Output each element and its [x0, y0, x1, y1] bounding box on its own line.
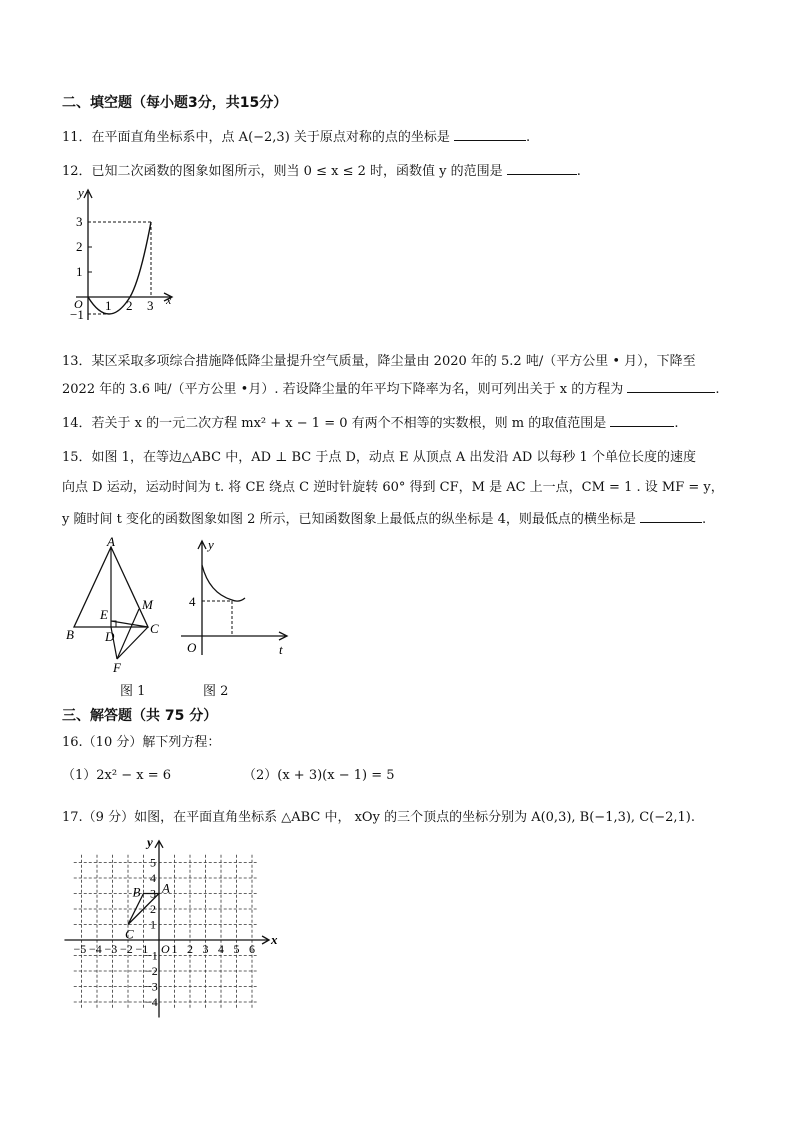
- fig2-origin: O: [187, 640, 197, 655]
- x-tick-label: 3: [202, 942, 209, 956]
- tick-label-x2: 2: [126, 298, 133, 313]
- quadratic-graph: [60, 180, 190, 330]
- segment-ce: [111, 621, 148, 627]
- tick-label-y2: 2: [76, 239, 83, 254]
- fig2-x-label: t: [279, 642, 283, 657]
- parabola-curve: [88, 222, 151, 314]
- answer-blank-14[interactable]: [610, 414, 674, 427]
- question-11: 11．在平面直角坐标系中，点 A(−2,3) 关于原点对称的点的坐标是 .: [62, 130, 531, 145]
- label-a: A: [107, 534, 115, 549]
- label-d: D: [105, 629, 115, 644]
- label-b: B: [66, 627, 74, 642]
- tick-label-ym1: −1: [70, 307, 84, 322]
- origin-label: O: [74, 297, 83, 311]
- figure-1-caption: 图 1: [120, 684, 146, 699]
- point-c-label: C: [125, 926, 134, 942]
- y-tick-label: 4: [150, 871, 156, 885]
- y-tick-label: 3: [150, 886, 156, 901]
- figure-2-caption: 图 2: [203, 684, 229, 699]
- question-14: 14．若关于 x 的一元二次方程 mx² + x − 1 = 0 有两个不相等的实数根，则 m 的取值范围是 .: [62, 416, 679, 431]
- y-tick-label: 5: [150, 855, 156, 870]
- question-16: 16.（10 分）解下列方程：: [62, 735, 221, 750]
- tick-label-y3: 3: [76, 214, 83, 229]
- label-c: C: [150, 621, 159, 636]
- fig2-min-value: 4: [189, 594, 196, 609]
- question-14-text: 14．若关于 x 的一元二次方程 mx² + x − 1 = 0 有两个不相等的实数根，则 m 的取值范围是: [62, 416, 607, 431]
- question-16-part2: （2）(x + 3)(x − 1) = 5: [243, 768, 395, 783]
- segment-cf: [117, 627, 148, 659]
- y-tick-label: 1: [150, 917, 156, 932]
- tick-label-y1: 1: [76, 264, 83, 279]
- question-13-line2: 2022 年的 3.6 吨/（平方公里 •月）. 若设降尘量的年平均下降率为名，则可列出关于 x 的方程为 .: [62, 382, 720, 397]
- x-tick-label: −1: [135, 942, 149, 956]
- question-11-text: 11．在平面直角坐标系中，点 A(−2,3) 关于原点对称的点的坐标是: [62, 130, 450, 145]
- label-e: E: [100, 607, 108, 622]
- answer-blank-15[interactable]: [640, 510, 702, 523]
- question-17: 17.（9 分）如图，在平面直角坐标系 △ABC 中， xOy 的三个顶点的坐标分别为 A(0,3), B(−1,3), C(−2,1).: [62, 810, 695, 825]
- answer-blank-12[interactable]: [507, 162, 577, 175]
- tick-label-x3: 3: [147, 298, 154, 313]
- question-15-line3: y 随时间 t 变化的函数图象如图 2 所示，已知函数图象上最低点的纵坐标是 4，则最低点的横坐标是 .: [62, 512, 707, 527]
- x-tick-label: −2: [120, 942, 133, 956]
- section3-title: 三、解答题（共 75 分）: [62, 708, 218, 724]
- fig2-y-label: y: [208, 537, 214, 552]
- x-tick-label: 5: [233, 942, 240, 956]
- answer-blank-11[interactable]: [454, 128, 526, 141]
- point-a-label: A: [162, 880, 170, 896]
- x-tick-label: 2: [187, 942, 193, 956]
- section2-title: 二、填空题（每小题3分，共15分）: [62, 95, 288, 111]
- question-13-line1: 13．某区采取多项综合措施降低降尘量提升空气质量，降尘量由 2020 年的 5.2 吨/（平方公里 • 月），下降至: [62, 354, 696, 369]
- question-12: 12．已知二次函数的图象如图所示，则当 0 ≤ x ≤ 2 时，函数值 y 的范围是 .: [62, 164, 581, 179]
- figure-1-triangle: [60, 535, 170, 675]
- question-16-part1: （1）2x² − x = 6: [62, 768, 172, 783]
- y-tick-label: −3: [145, 979, 158, 994]
- x-tick-label: 4: [218, 942, 224, 956]
- x-axis-label: x: [166, 293, 172, 307]
- y-tick-label: 2: [150, 902, 156, 916]
- question-15-line2: 向点 D 运动，运动时间为 t. 将 CE 绕点 C 逆时针旋转 60° 得到 CF，M 是 AC 上一点，CM = 1 . 设 MF = y，: [62, 480, 724, 495]
- question-13-text: 2022 年的 3.6 吨/（平方公里 •月）. 若设降尘量的年平均下降率为名，则可列出关于 x 的方程为: [62, 382, 624, 397]
- answer-blank-13[interactable]: [627, 380, 715, 393]
- label-f: F: [113, 660, 121, 675]
- figure-2-graph: [175, 535, 295, 660]
- x-tick-label: 1: [171, 942, 178, 956]
- fig2-curve: [202, 565, 245, 601]
- y-tick-label: −1: [145, 948, 158, 963]
- y-axis-label: y: [78, 185, 84, 200]
- question-15-line1: 15．如图 1，在等边△ABC 中，AD ⊥ BC 于点 D，动点 E 从顶点 A 出发沿 AD 以每秒 1 个单位长度的速度: [62, 450, 696, 465]
- coordinate-grid-q17: [62, 835, 287, 1020]
- question-15-text: y 随时间 t 变化的函数图象如图 2 所示，已知函数图象上最低点的纵坐标是 4，则最低点的横坐标是: [62, 512, 636, 527]
- y-tick-label: −2: [145, 964, 158, 978]
- x-tick-label: −4: [89, 942, 102, 956]
- x-tick-label: −3: [104, 942, 118, 956]
- y-axis-label: y: [147, 834, 153, 850]
- question-12-text: 12．已知二次函数的图象如图所示，则当 0 ≤ x ≤ 2 时，函数值 y 的范围是: [62, 164, 503, 179]
- y-tick-label: −4: [145, 995, 158, 1009]
- point-b-label: B: [132, 884, 141, 900]
- x-axis-label: x: [271, 932, 278, 947]
- x-tick-label: −5: [73, 942, 87, 956]
- label-m: M: [142, 597, 153, 612]
- segment-fm: [117, 609, 139, 659]
- x-tick-label: 6: [249, 942, 255, 956]
- origin-label: O: [161, 942, 170, 956]
- tick-label-x1: 1: [105, 298, 112, 313]
